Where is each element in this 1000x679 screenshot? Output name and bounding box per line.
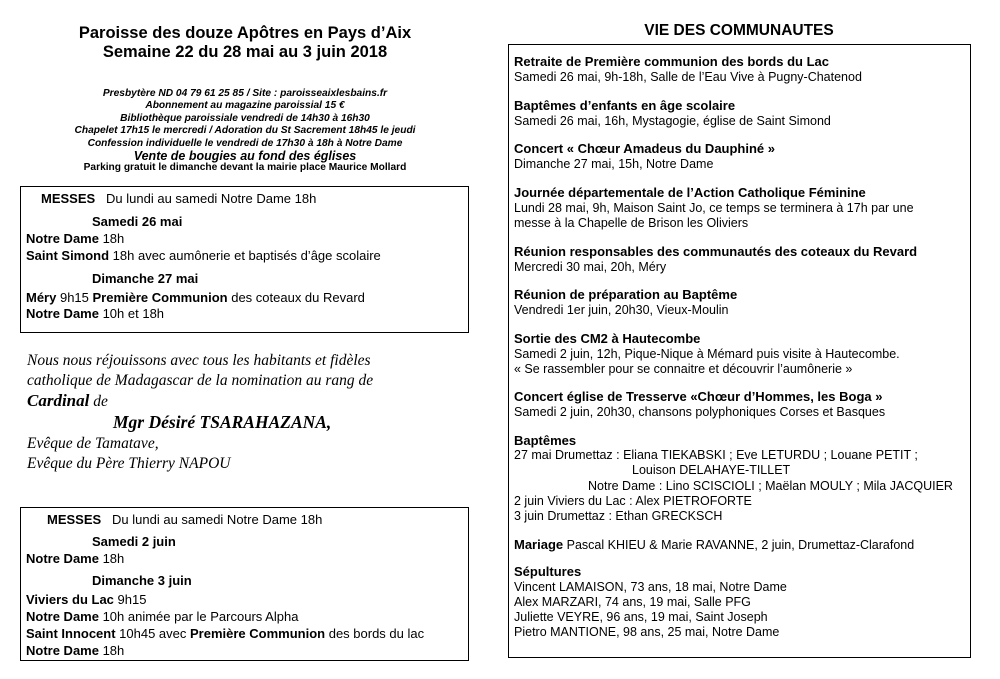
event-title: Concert « Chœur Amadeus du Dauphiné »	[514, 141, 775, 156]
event-title: Retraite de Première communion des bords du Lac	[514, 54, 829, 69]
mariage-title: Mariage	[514, 537, 564, 552]
event-detail: Mercredi 30 mai, 20h, Méry	[514, 260, 667, 274]
info-bibliotheque: Bibliothèque paroissiale vendredi de 14h30 à 16h30	[120, 112, 370, 124]
masses-header-week2	[47, 512, 322, 528]
mass-highlight: Première Communion	[190, 626, 326, 641]
announcement-line: Evêque du Père Thierry NAPOU	[27, 455, 231, 472]
announcement-line: Evêque de Tamatave,	[27, 435, 159, 452]
mass-place: Méry	[26, 290, 57, 305]
mass-place: Notre Dame	[26, 306, 99, 321]
mass-time: 18h	[98, 231, 125, 246]
sepultures-title: Sépultures	[514, 564, 582, 579]
page-title: Paroisse des douze Apôtres en Pays d’Aix	[78, 24, 412, 42]
event-detail: Samedi 26 mai, 16h, Mystagogie, église de Saint Simond	[514, 114, 831, 128]
info-abonnement: Abonnement au magazine paroissial 15 €	[145, 100, 345, 112]
event-detail: Samedi 26 mai, 9h-18h, Salle de l’Eau Vive à Pugny-Chatenod	[514, 70, 862, 84]
mass-time: 10h animée par le Parcours Alpha	[98, 609, 299, 624]
mass-row	[26, 592, 146, 608]
mass-place: Viviers du Lac	[26, 592, 114, 607]
event-title: Concert église de Tresserve «Chœur d’Hommes, les Boga »	[514, 389, 883, 404]
mass-row	[26, 306, 164, 322]
mariage-line	[514, 537, 914, 553]
mass-time: 10h45 avec	[115, 626, 191, 641]
masses-subtitle: Du lundi au samedi Notre Dame 18h	[106, 191, 317, 206]
mass-place: Saint Simond	[26, 248, 110, 263]
baptemes-title: Baptêmes	[514, 433, 577, 448]
mariage-text: Pascal KHIEU & Marie RAVANNE, 2 juin, Drumettaz-Clarafond	[563, 538, 915, 552]
event-title: Réunion de préparation au Baptême	[514, 287, 738, 302]
info-presbytere: Presbytère ND 04 79 61 25 85 / Site : paroisseaixlesbains.fr	[102, 88, 388, 99]
masses-header-week1	[41, 191, 316, 207]
event-detail: « Se rassembler pour se connaitre et découvrir l’aumônerie »	[514, 362, 853, 376]
masses-label: MESSES	[41, 191, 96, 206]
community-title: VIE DES COMMUNAUTES	[644, 22, 834, 39]
mass-row	[26, 231, 124, 247]
event-detail: Vendredi 1er juin, 20h30, Vieux-Moulin	[514, 303, 729, 317]
mass-row	[26, 609, 298, 625]
info-parking: Parking gratuit le dimanche devant la mairie place Maurice Mollard	[83, 162, 407, 174]
info-bougies: Vente de bougies au fond des églises	[133, 149, 357, 164]
cardinal-word: Cardinal	[27, 391, 90, 410]
sepulture-line: Pietro MANTIONE, 98 ans, 25 mai, Notre Dame	[514, 625, 780, 639]
mass-time: 18h	[98, 551, 125, 566]
mass-place: Notre Dame	[26, 231, 99, 246]
event-detail: Samedi 2 juin, 12h, Pique-Nique à Mémard puis visite à Hautecombe.	[514, 347, 900, 361]
event-detail: Dimanche 27 mai, 15h, Notre Dame	[514, 157, 714, 171]
mass-time: 9h15	[56, 290, 93, 305]
announcement-de: de	[89, 393, 108, 410]
sepulture-line: Juliette VEYRE, 96 ans, 19 mai, Saint Joseph	[514, 610, 768, 624]
mass-detail: des bords du lac	[325, 626, 425, 641]
info-confession: Confession individuelle le vendredi de 17h30 à 18h à Notre Dame	[87, 137, 403, 149]
mass-place: Notre Dame	[26, 609, 99, 624]
info-chapelet: Chapelet 17h15 le mercredi / Adoration du St Sacrement 18h45 le jeudi	[74, 125, 416, 137]
mass-place: Saint Innocent	[26, 626, 116, 641]
mass-time: 18h	[98, 643, 125, 658]
bapteme-line: Louison DELAHAYE-TILLET	[632, 463, 791, 477]
parish-info	[20, 88, 470, 175]
sepulture-line: Alex MARZARI, 74 ans, 19 mai, Salle PFG	[514, 595, 751, 609]
bapteme-line: 27 mai Drumettaz : Eliana TIEKABSKI ; Eve LETURDU ; Louane PETIT ;	[514, 448, 918, 462]
sepulture-line: Vincent LAMAISON, 73 ans, 18 mai, Notre Dame	[514, 580, 787, 594]
masses-subtitle: Du lundi au samedi Notre Dame 18h	[112, 512, 323, 527]
cardinal-name: Mgr Désiré TSARAHAZANA,	[113, 412, 332, 432]
page-subtitle: Semaine 22 du 28 mai au 3 juin 2018	[102, 43, 388, 61]
masses-label: MESSES	[47, 512, 102, 527]
event-detail: Samedi 2 juin, 20h30, chansons polyphoniques Corses et Basques	[514, 405, 886, 419]
bapteme-line: 3 juin Drumettaz : Ethan GRECKSCH	[514, 509, 723, 523]
mass-row	[26, 248, 381, 264]
mass-time: 18h avec aumônerie et baptisés d’âge scolaire	[109, 248, 381, 263]
event-detail: Lundi 28 mai, 9h, Maison Saint Jo, ce temps se terminera à 17h par une	[514, 201, 914, 215]
event-title: Sortie des CM2 à Hautecombe	[514, 331, 701, 346]
announcement-line: Nous nous réjouissons avec tous les habitants et fidèles	[27, 352, 371, 369]
mass-highlight: Première Communion	[92, 290, 228, 305]
masses-day-sunday: Dimanche 3 juin	[92, 573, 192, 588]
event-title: Réunion responsables des communautés des coteaux du Revard	[514, 244, 918, 259]
event-detail: messe à la Chapelle de Brison les Oliviers	[514, 216, 749, 230]
masses-day-saturday: Samedi 26 mai	[92, 214, 183, 229]
announcement-line: catholique de Madagascar de la nomination au rang de	[27, 372, 374, 389]
mass-time: 10h et 18h	[98, 306, 165, 321]
masses-day-saturday: Samedi 2 juin	[92, 534, 176, 549]
masses-day-sunday: Dimanche 27 mai	[92, 271, 199, 286]
mass-time: 9h15	[113, 592, 147, 607]
mass-row	[26, 551, 124, 567]
mass-place: Notre Dame	[26, 643, 99, 658]
mass-place: Notre Dame	[26, 551, 99, 566]
mass-row	[26, 626, 424, 642]
bapteme-line: 2 juin Viviers du Lac : Alex PIETROFORTE	[514, 494, 752, 508]
announcement-cardinal	[27, 391, 108, 411]
mass-detail: des coteaux du Revard	[227, 290, 365, 305]
mass-row	[26, 290, 365, 306]
mass-row	[26, 643, 124, 659]
bapteme-line: Notre Dame : Lino SCISCIOLI ; Maëlan MOULY ; Mila JACQUIER	[588, 479, 953, 493]
event-title: Journée départementale de l’Action Catholique Féminine	[514, 185, 866, 200]
event-title: Baptêmes d’enfants en âge scolaire	[514, 98, 736, 113]
